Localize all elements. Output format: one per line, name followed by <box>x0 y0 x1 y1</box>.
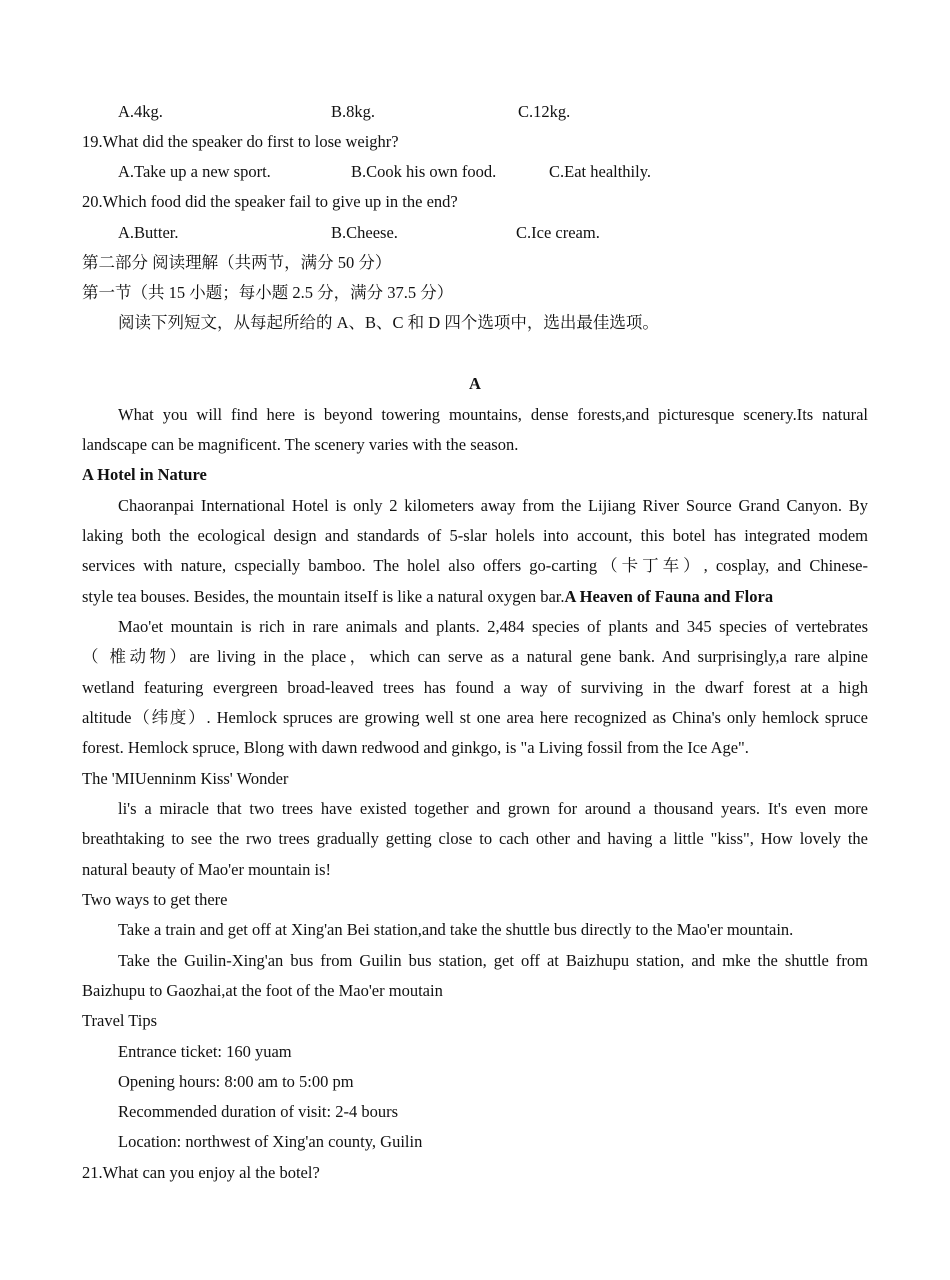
q20-option-c: C.Ice cream. <box>516 223 600 242</box>
fauna-line: wetland featuring evergreen broad-leaved trees has found a way of surviving in the dwarf forest at a high <box>82 678 868 697</box>
hotel-line: Chaoranpai International Hotel is only 2 kilometers away from the Lijiang River Source Grand Canyon. By <box>118 496 868 515</box>
q20-option-a: A.Butter. <box>118 223 179 242</box>
kiss-line: li's a miracle that two trees have existed together and grown for around a thousand years. It's even more <box>118 799 868 818</box>
intro-line: landscape can be magnificent. The scenery varies with the season. <box>82 435 519 454</box>
tip-item: Opening hours: 8:00 am to 5:00 pm <box>118 1072 354 1091</box>
q19-option-c: C.Eat healthily. <box>549 162 652 181</box>
q18-option-c: C.12kg. <box>518 102 571 121</box>
fauna-line: forest. Hemlock spruce, Blong with dawn redwood and ginkgo, is "a Living fossil from the Ice Age". <box>82 738 749 757</box>
fauna-line: Mao'et mountain is rich in rare animals and plants. 2,484 species of plants and 345 species of vertebrates <box>118 617 868 636</box>
fauna-heading: A Heaven of Fauna and Flora <box>564 587 774 606</box>
ways-heading: Two ways to get there <box>82 890 228 909</box>
kiss-line: breathtaking to see the rwo trees gradually getting close to cach other and having a little "kiss", How lovely the <box>82 829 868 848</box>
way-one: Take a train and get off at Xing'an Bei station,and take the shuttle bus directly to the Mao'er mountain. <box>118 920 794 939</box>
tips-heading: Travel Tips <box>82 1011 158 1030</box>
tip-item: Recommended duration of visit: 2-4 bours <box>118 1102 398 1121</box>
q20-option-b: B.Cheese. <box>331 223 398 242</box>
intro-line: What you will find here is beyond towering mountains, dense forests,and picturesque scenery.Its natural <box>118 405 868 424</box>
q18-option-a: A.4kg. <box>118 102 163 121</box>
tip-item: Location: northwest of Xing'an county, Guilin <box>118 1132 423 1151</box>
part-two-heading: 第二部分 阅读理解（共两节，满分 50 分） <box>82 253 392 272</box>
section-one-heading: 第一节（共 15 小题；每小题 2.5 分，满分 37.5 分） <box>82 283 454 302</box>
reading-instruction: 阅读下列短文，从每起所给的 A、B、C 和 D 四个选项中，选出最佳选项。 <box>118 313 659 332</box>
q21-question: 21.What can you enjoy al the botel? <box>82 1163 320 1182</box>
hotel-line-with-heading <box>82 586 868 608</box>
passage-letter: A <box>469 374 481 393</box>
q20-question: 20.Which food did the speaker fail to give up in the end? <box>82 192 458 211</box>
hotel-heading: A Hotel in Nature <box>82 465 207 484</box>
kiss-line: natural beauty of Mao'er mountain is! <box>82 860 332 879</box>
fauna-line: altitude（纬度）. Hemlock spruces are growing well st one area here recognized as China's only hemlock spruce <box>82 708 868 727</box>
q19-option-b: B.Cook his own food. <box>351 162 497 181</box>
kiss-heading: The 'MIUenninm Kiss' Wonder <box>82 769 289 788</box>
q19-question: 19.What did the speaker do first to lose weighr? <box>82 132 399 151</box>
fauna-line: （ 椎动物）are living in the place，which can serve as a natural gene bank. And surprisingly,a rare alpine <box>82 647 868 666</box>
hotel-line: services with nature, cspecially bamboo. The holel also offers go-carting（卡丁车）, cosplay, and Chinese- <box>82 556 868 575</box>
way-two-line: Baizhupu to Gaozhai,at the foot of the Mao'er moutain <box>82 981 443 1000</box>
hotel-line: style tea bouses. Besides, the mountain itseIf is like a natural oxygen bar. <box>82 587 565 606</box>
q19-option-a: A.Take up a new sport. <box>118 162 271 181</box>
way-two-line: Take the Guilin-Xing'an bus from Guilin bus station, get off at Baizhupu station, and mke the shuttle from <box>118 951 868 970</box>
hotel-line: laking both the ecological design and standards of 5-slar holels into account, this botel has integrated modem <box>82 526 868 545</box>
q18-option-b: B.8kg. <box>331 102 376 121</box>
tip-item: Entrance ticket: 160 yuam <box>118 1042 292 1061</box>
